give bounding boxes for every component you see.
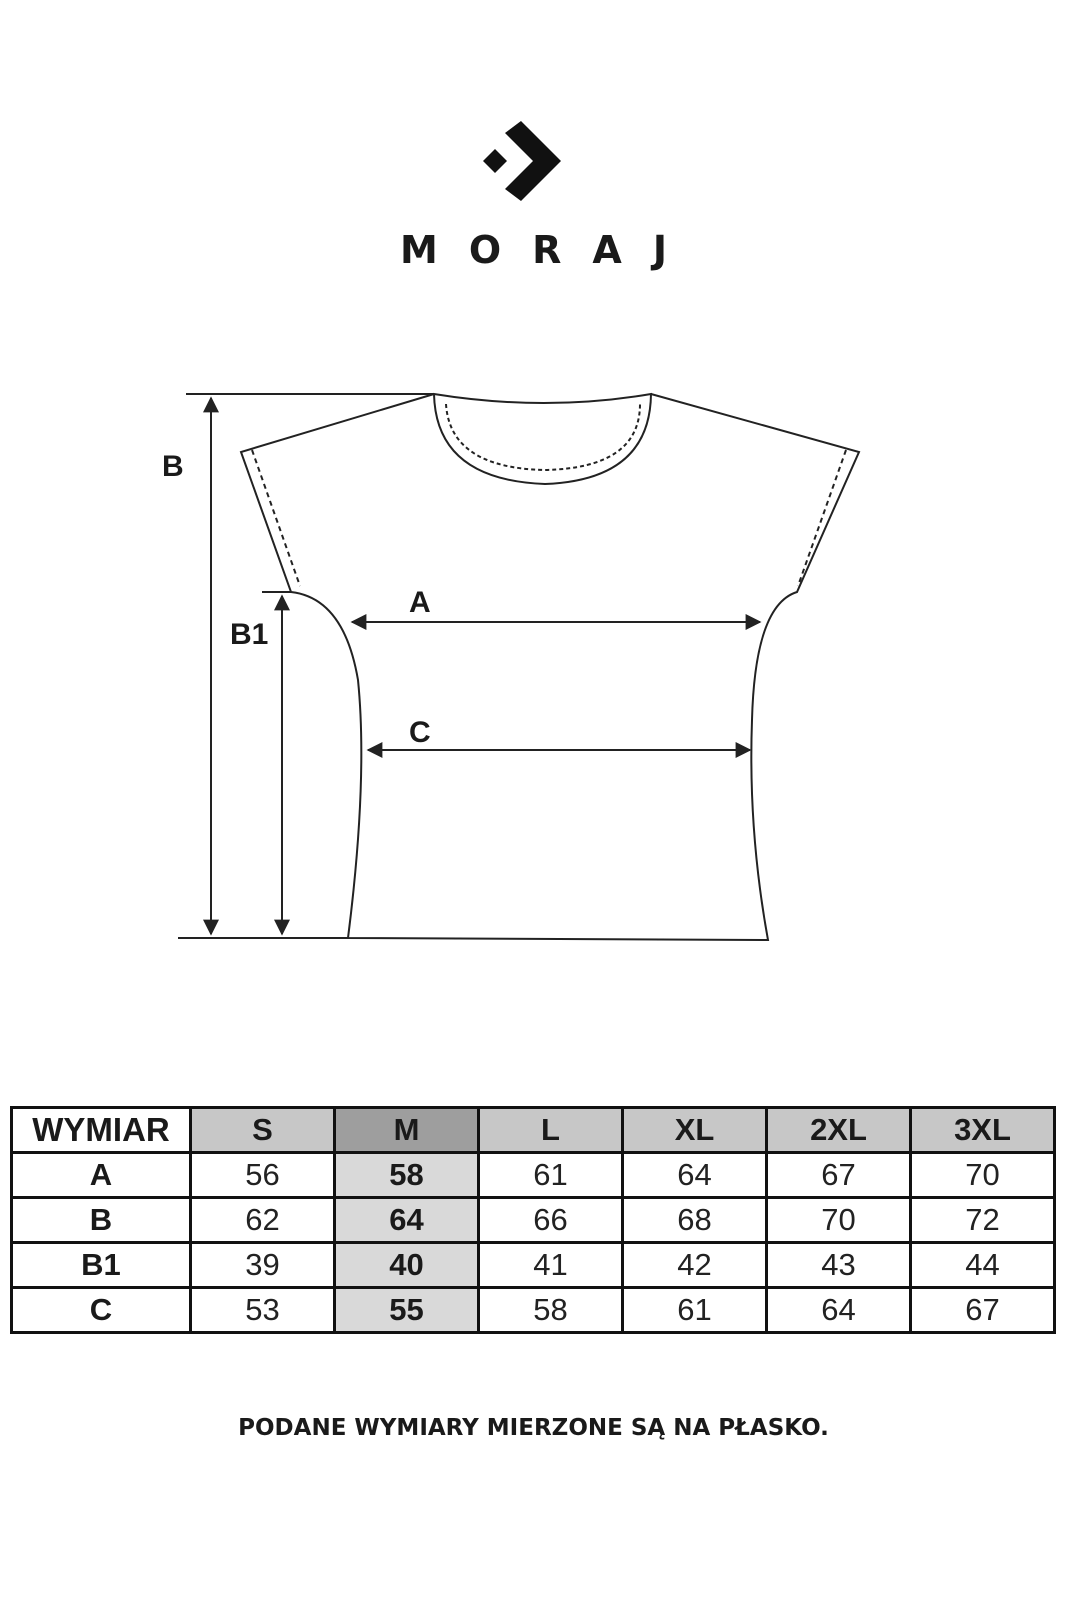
row-label-a: A — [12, 1153, 191, 1198]
header-wymiar: WYMIAR — [12, 1108, 191, 1153]
header-size-3xl: 3XL — [911, 1108, 1055, 1153]
table-cell: 64 — [335, 1198, 479, 1243]
table-cell: 64 — [623, 1153, 767, 1198]
label-c: C — [409, 716, 431, 749]
moraj-logo-icon — [483, 121, 573, 211]
tshirt-outline — [241, 394, 859, 940]
table-cell: 67 — [767, 1153, 911, 1198]
measurement-arrows — [211, 398, 760, 934]
table-cell: 58 — [479, 1288, 623, 1333]
table-row — [12, 1243, 1055, 1288]
table-row — [12, 1288, 1055, 1333]
brand-name: MORAJ — [400, 228, 698, 272]
table-cell: 55 — [335, 1288, 479, 1333]
table-cell: 72 — [911, 1198, 1055, 1243]
tshirt-measurement-diagram — [0, 360, 1067, 980]
table-cell: 61 — [479, 1153, 623, 1198]
table-cell: 39 — [191, 1243, 335, 1288]
table-cell: 56 — [191, 1153, 335, 1198]
label-b1: B1 — [230, 618, 269, 651]
header-size-s: S — [191, 1108, 335, 1153]
header-size-l: L — [479, 1108, 623, 1153]
header-size-xl: XL — [623, 1108, 767, 1153]
table-cell: 70 — [911, 1153, 1055, 1198]
row-label-c: C — [12, 1288, 191, 1333]
table-cell: 67 — [911, 1288, 1055, 1333]
row-label-b: B — [12, 1198, 191, 1243]
guide-lines — [178, 394, 434, 938]
table-cell: 44 — [911, 1243, 1055, 1288]
header-size-2xl: 2XL — [767, 1108, 911, 1153]
table-cell: 42 — [623, 1243, 767, 1288]
table-header-row — [12, 1108, 1055, 1153]
table-cell: 58 — [335, 1153, 479, 1198]
size-table — [10, 1106, 1056, 1334]
table-cell: 61 — [623, 1288, 767, 1333]
table-cell: 64 — [767, 1288, 911, 1333]
table-cell: 68 — [623, 1198, 767, 1243]
table-cell: 53 — [191, 1288, 335, 1333]
table-row — [12, 1198, 1055, 1243]
measurement-note: PODANE WYMIARY MIERZONE SĄ NA PŁASKO. — [238, 1415, 829, 1441]
table-cell: 70 — [767, 1198, 911, 1243]
table-cell: 43 — [767, 1243, 911, 1288]
table-cell: 41 — [479, 1243, 623, 1288]
table-cell: 40 — [335, 1243, 479, 1288]
table-row — [12, 1153, 1055, 1198]
table-cell: 62 — [191, 1198, 335, 1243]
label-a: A — [409, 586, 431, 619]
table-cell: 66 — [479, 1198, 623, 1243]
header-size-m: M — [335, 1108, 479, 1153]
row-label-b1: B1 — [12, 1243, 191, 1288]
label-b: B — [162, 450, 184, 483]
